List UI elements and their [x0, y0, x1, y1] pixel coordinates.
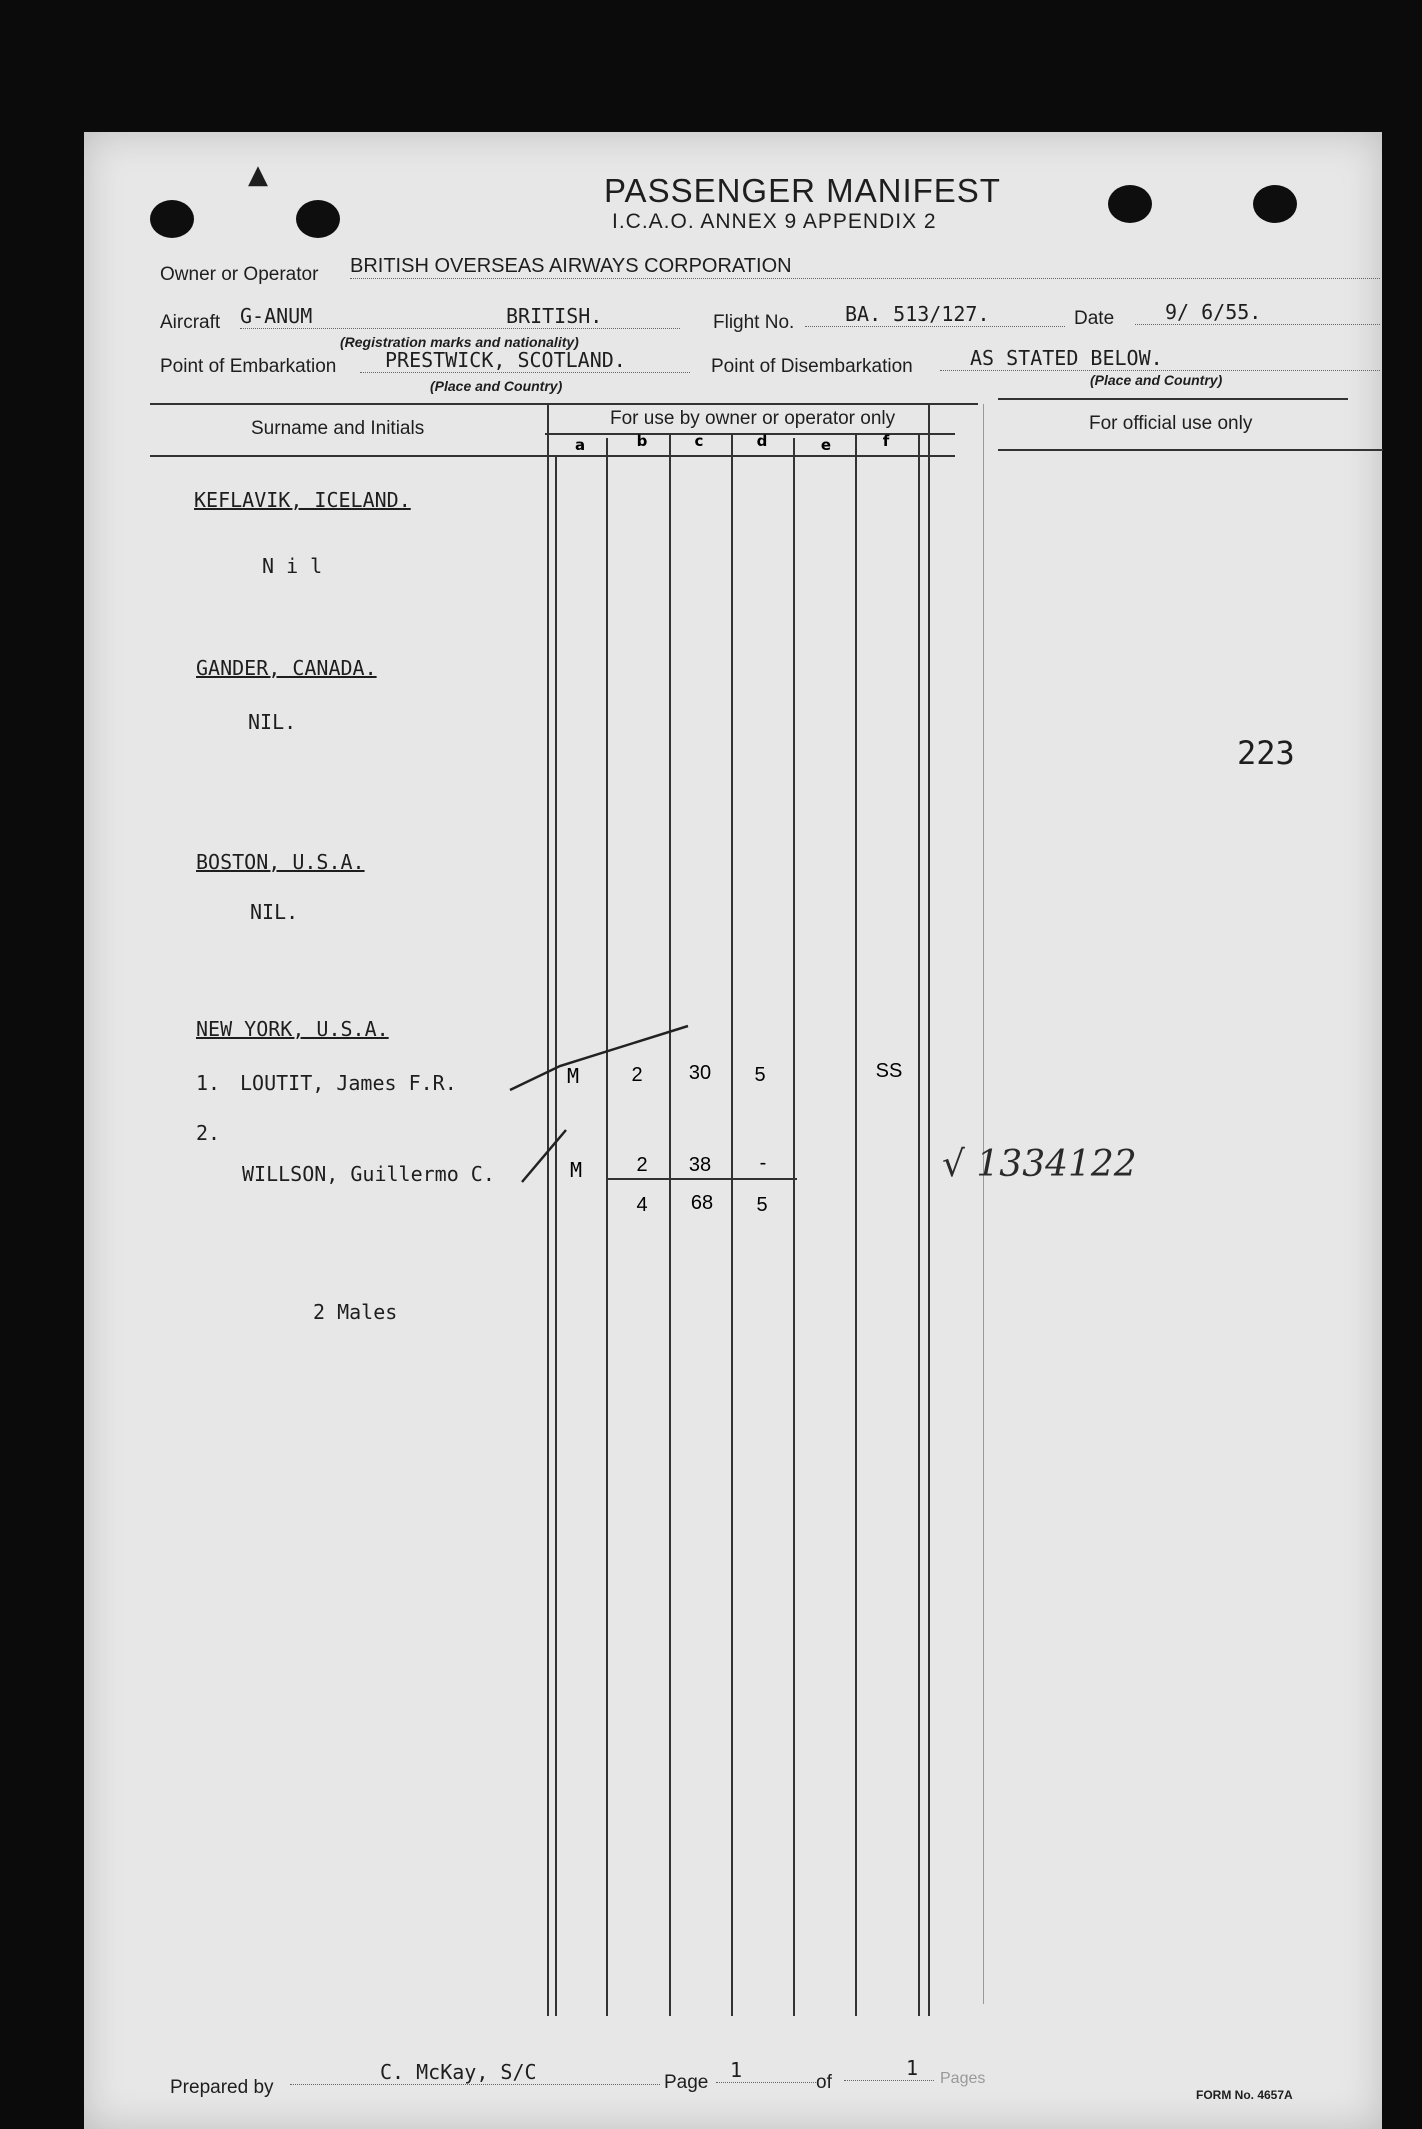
section-boston: BOSTON, U.S.A. [196, 850, 365, 874]
flight-label: Flight No. [713, 312, 795, 333]
subcol-e-label: e [820, 436, 832, 454]
aircraft-sublabel: (Registration marks and nationality) [340, 334, 579, 350]
arrow-mark-icon: ▲ [248, 160, 268, 190]
aircraft-label: Aircraft [160, 312, 221, 333]
col-official-header: For official use only [1089, 413, 1253, 434]
page-total: 1 [844, 2056, 934, 2081]
passenger-2-col-a: M [569, 1158, 583, 1182]
subcol-b-label: b [636, 432, 648, 450]
col-rule-i [928, 404, 930, 2016]
table-top-rule [150, 403, 978, 405]
owner-value: BRITISH OVERSEAS AIRWAYS CORPORATION [350, 255, 1380, 279]
punch-hole-left-2 [296, 200, 340, 238]
embarkation-label: Point of Embarkation [160, 356, 337, 377]
disembarkation-sublabel: (Place and Country) [1090, 372, 1223, 388]
col-rule-official [983, 404, 984, 2004]
summary-males: 2 Males [313, 1300, 398, 1324]
section-gander: GANDER, CANADA. [196, 656, 377, 680]
section-gander-entry: NIL. [248, 710, 297, 734]
col-rule-e [731, 434, 733, 2016]
col-rule-f [793, 438, 795, 2016]
subcol-d-label: d [756, 432, 768, 450]
total-col-c: 68 [690, 1192, 714, 1214]
date-label: Date [1074, 308, 1115, 329]
passenger-2-col-c: 38 [688, 1154, 712, 1176]
col-surname-header: Surname and Initials [251, 418, 425, 439]
col-rule-h [918, 434, 920, 2016]
col-rule-g [855, 434, 857, 2016]
punch-hole-right-1 [1108, 185, 1152, 223]
passenger-1-number: 1. [196, 1071, 221, 1095]
total-col-b: 4 [636, 1194, 648, 1216]
col-rule-a [547, 404, 549, 2016]
passenger-2-number: 2. [196, 1121, 221, 1145]
owner-label: Owner or Operator [160, 264, 319, 285]
table-header-rule [150, 455, 955, 457]
date-value: 9/ 6/55. [1135, 300, 1380, 325]
subcol-c-label: c [694, 432, 704, 450]
subcol-a-label: a [574, 436, 586, 454]
aircraft-reg: G-ANUM [240, 304, 680, 329]
section-boston-entry: NIL. [250, 900, 299, 924]
passenger-2-name: WILLSON, Guillermo C. [242, 1162, 495, 1186]
of-label: of [816, 2072, 832, 2093]
page-label: Page [664, 2072, 709, 2093]
col-rule-c [606, 438, 608, 2016]
prepared-by-label: Prepared by [170, 2077, 274, 2098]
section-keflavik-entry: N i l [262, 554, 323, 578]
passenger-1-col-c: 30 [688, 1062, 712, 1084]
form-number: FORM No. 4657A [1196, 2088, 1293, 2102]
page-number: 1 [716, 2058, 816, 2083]
prepared-by-value: C. McKay, S/C [290, 2060, 660, 2085]
passenger-1-col-f: SS [875, 1060, 903, 1082]
official-number: 223 [1237, 734, 1295, 772]
passenger-1-col-b: 2 [631, 1064, 643, 1086]
passenger-2-col-b: 2 [636, 1154, 648, 1176]
passenger-1-col-a: M [566, 1064, 580, 1088]
punch-hole-right-2 [1253, 185, 1297, 223]
flight-value: BA. 513/127. [805, 302, 1065, 327]
subcol-f-label: f [882, 432, 890, 450]
col-rule-b [555, 455, 557, 2016]
embarkation-value: PRESTWICK, SCOTLAND. [360, 348, 690, 373]
disembarkation-value: AS STATED BELOW. [940, 346, 1380, 371]
totals-rule [607, 1178, 797, 1180]
page-title: PASSENGER MANIFEST [604, 172, 1001, 209]
embarkation-sublabel: (Place and Country) [430, 378, 563, 394]
section-keflavik: KEFLAVIK, ICELAND. [194, 488, 411, 512]
page-subtitle: I.C.A.O. ANNEX 9 APPENDIX 2 [612, 210, 937, 233]
passenger-2-col-d: - [759, 1152, 767, 1174]
table-header-rule-official [998, 449, 1383, 451]
aircraft-nationality: BRITISH. [506, 304, 603, 328]
passenger-1-name: LOUTIT, James F.R. [240, 1071, 457, 1095]
col-owner-use-header: For use by owner or operator only [610, 408, 896, 429]
punch-hole-left-1 [150, 200, 194, 238]
total-col-d: 5 [756, 1194, 768, 1216]
handwritten-reference: √ 1334122 [942, 1144, 1137, 1185]
table-top-rule-official [998, 398, 1348, 400]
passenger-1-col-d: 5 [754, 1064, 766, 1086]
section-new-york: NEW YORK, U.S.A. [196, 1017, 389, 1041]
col-rule-d [669, 434, 671, 2016]
pages-label: Pages [940, 2070, 986, 2087]
disembarkation-label: Point of Disembarkation [711, 356, 913, 377]
